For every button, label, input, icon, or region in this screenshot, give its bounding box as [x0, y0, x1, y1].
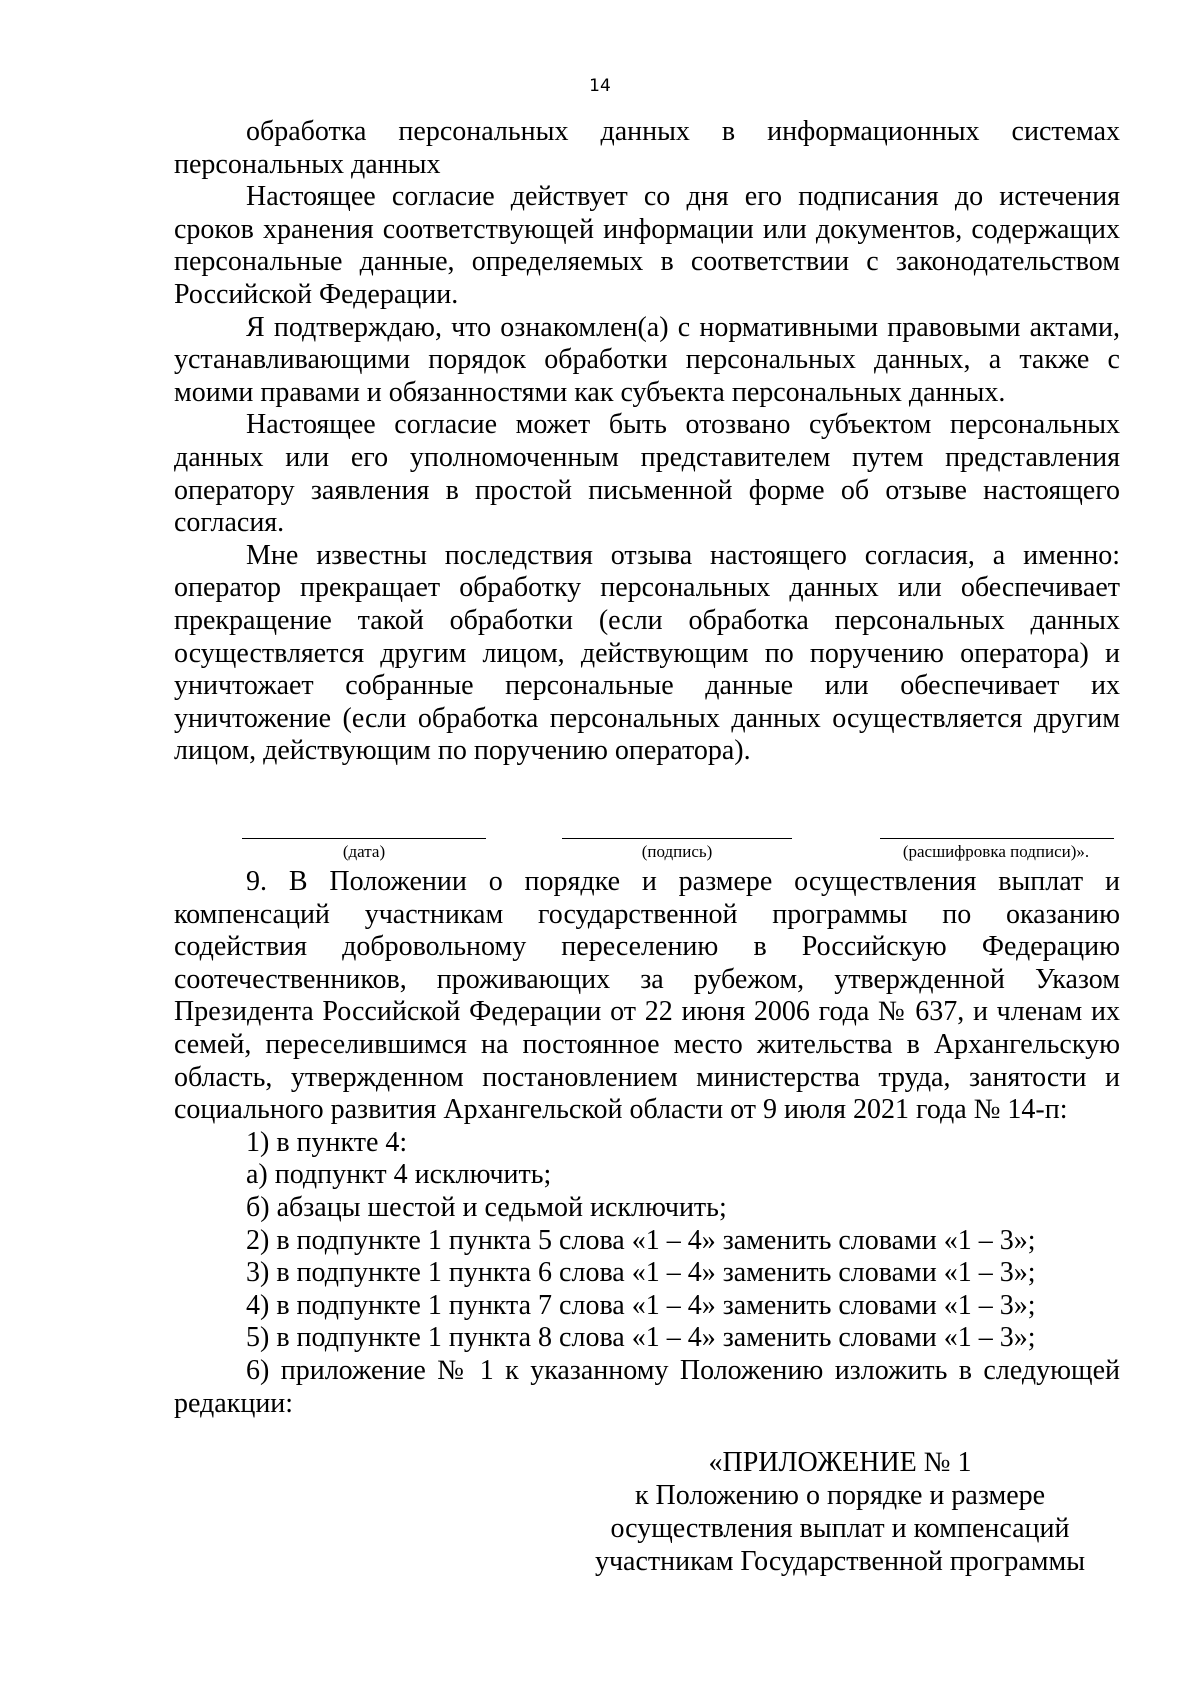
- signature-caption: (подпись): [641, 842, 713, 861]
- list-item: а) подпункт 4 исключить;: [246, 1159, 552, 1191]
- paragraph: Настоящее согласие действует со дня его подписания до истечения сроков хранения соответствующей информации или документов, содержащих персональные данные, определяемых в соответствии с законодательством Российской Федерации.: [174, 181, 1120, 310]
- signature-block: [0, 838, 1200, 868]
- list-item: 4) в подпункте 1 пункта 7 слова «1 – 4» заменить словами «1 – 3»;: [246, 1289, 1036, 1321]
- list-item: 5) в подпункте 1 пункта 8 слова «1 – 4» заменить словами «1 – 3»;: [246, 1322, 1036, 1354]
- decoding-line: [880, 838, 1114, 839]
- paragraph: Я подтверждаю, что ознакомлен(а) с нормативными правовыми актами, устанавливающими порядок обработки персональных данных, а также с моими правами и обязанностями как субъекта персональных данных.: [174, 311, 1120, 408]
- signature-line: [562, 838, 792, 839]
- page-number: 14: [589, 76, 611, 96]
- paragraph-intro: 9. В Положении о порядке и размере осуществления выплат и компенсаций участникам государственной программы по оказанию содействия добровольному переселению в Российскую Федерацию соотечественников, проживающих за рубежом, утвержденной Указом Президента Российской Федерации от 22 июня 2006 года № 637, и членам их семей, переселившимся на постоянное место жительства в Архангельскую область, утвержденном постановлением министерства труда, занятости и социального развития Архангельской области от 9 июля 2021 года № 14-п:: [174, 866, 1120, 1126]
- list-item: 6) приложение № 1 к указанному Положению изложить в следующей редакции:: [174, 1354, 1120, 1419]
- annex-title: «ПРИЛОЖЕНИЕ № 1: [708, 1447, 972, 1478]
- list-item: 1) в пункте 4:: [246, 1126, 408, 1158]
- paragraph: обработка персональных данных в информационных системах персональных данных: [174, 116, 1120, 180]
- annex-heading: [560, 1446, 1120, 1578]
- date-line: [242, 838, 486, 839]
- annex-subtitle-line: к Положению о порядке и размере: [634, 1480, 1046, 1511]
- amendment-text-block: [174, 866, 1120, 1420]
- annex-subtitle-line: участникам Государственной программы: [594, 1546, 1086, 1577]
- list-item: 2) в подпункте 1 пункта 5 слова «1 – 4» заменить словами «1 – 3»;: [246, 1224, 1036, 1256]
- date-caption: (дата): [342, 842, 386, 861]
- consent-text-block: [174, 116, 1120, 768]
- annex-subtitle-line: осуществления выплат и компенсаций: [610, 1513, 1070, 1544]
- paragraph: Настоящее согласие может быть отозвано субъектом персональных данных или его уполномоченным представителем путем представления оператору заявления в простой письменной форме об отзыве настоящего согласия.: [174, 409, 1120, 539]
- paragraph: Мне известны последствия отзыва настоящего согласия, а именно: оператор прекращает обработку персональных данных или обеспечивает прекращение такой обработки (если обработка персональных данных осуществляется другим лицом, действующим по поручению оператора) и уничтожает собранные персональные данные или обеспечивает их уничтожение (если обработка персональных данных осуществляется другим лицом, действующим по поручению оператора).: [174, 539, 1120, 767]
- list-item: 3) в подпункте 1 пункта 6 слова «1 – 4» заменить словами «1 – 3»;: [246, 1257, 1036, 1289]
- list-item: б) абзацы шестой и седьмой исключить;: [246, 1191, 727, 1223]
- decoding-caption: (расшифровка подписи)».: [902, 842, 1090, 861]
